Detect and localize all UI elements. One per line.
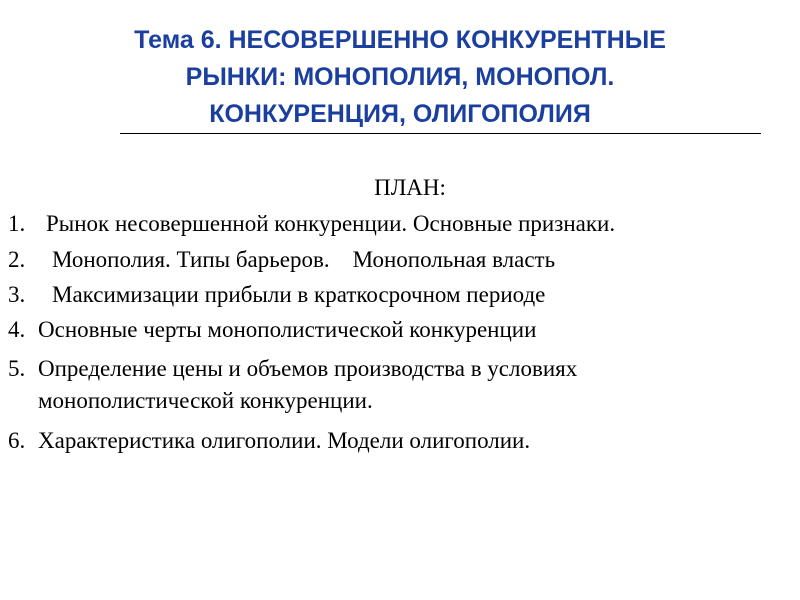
plan-heading: ПЛАН: (374, 175, 446, 200)
plan-item-text: Монополия. Типы барьеров. Монопольная власть (52, 247, 556, 272)
plan-item-text: Определение цены и объемов производства в условиях монополистической конкуренции. (38, 356, 578, 413)
plan-item-text: Характеристика олигополии. Модели олигополии. (38, 428, 531, 453)
plan-item-number: 1. (8, 211, 26, 236)
plan-item-text: Рынок несовершенной конкуренции. Основные признаки. (46, 211, 616, 236)
title-underline-divider (120, 133, 761, 134)
plan-item-number: 4. (8, 317, 26, 342)
plan-item-number: 6. (8, 428, 26, 453)
slide-title-line-2: РЫНКИ: МОНОПОЛИЯ, МОНОПОЛ. (185, 63, 615, 91)
plan-item-number: 2. (8, 247, 26, 272)
plan-item-text: Основные черты монополистической конкуренции (38, 317, 537, 342)
plan-item-number: 3. (8, 282, 26, 307)
plan-item-number: 5. (8, 356, 26, 381)
slide-title-line-1: Тема 6. НЕСОВЕРШЕННО КОНКУРЕНТНЫЕ (134, 26, 666, 54)
slide-title-line-3: КОНКУРЕНЦИЯ, ОЛИГОПОЛИЯ (209, 100, 591, 128)
slide-title (20, 22, 780, 133)
plan-item-text: Максимизации прибыли в краткосрочном периоде (52, 282, 546, 307)
